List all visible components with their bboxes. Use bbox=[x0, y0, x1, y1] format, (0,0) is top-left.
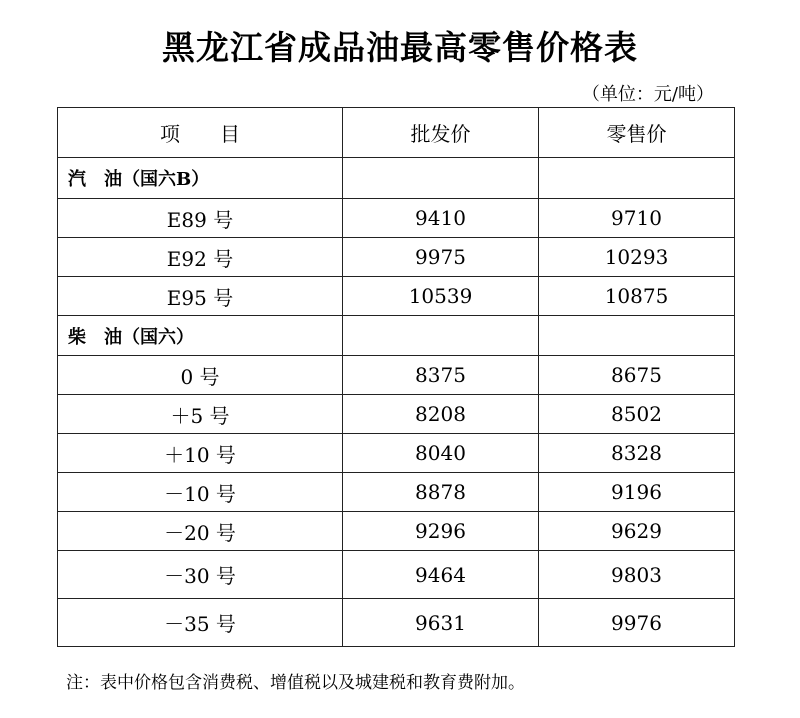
retail-price: 9803 bbox=[539, 551, 735, 599]
header-retail: 零售价 bbox=[539, 108, 735, 158]
retail-price: 9196 bbox=[539, 473, 735, 512]
product-name: －35 号 bbox=[58, 599, 343, 647]
product-name: －30 号 bbox=[58, 551, 343, 599]
wholesale-price: 8878 bbox=[343, 473, 539, 512]
empty-cell bbox=[539, 158, 735, 199]
empty-cell bbox=[343, 158, 539, 199]
product-name: 0 号 bbox=[58, 356, 343, 395]
table-row bbox=[58, 512, 735, 551]
product-name: －20 号 bbox=[58, 512, 343, 551]
page-title: 黑龙江省成品油最高零售价格表 bbox=[162, 28, 638, 67]
table-row bbox=[58, 395, 735, 434]
retail-price: 10875 bbox=[539, 277, 735, 316]
wholesale-price: 9975 bbox=[343, 238, 539, 277]
header-item: 项 目 bbox=[58, 108, 343, 158]
table-row bbox=[58, 199, 735, 238]
table-row bbox=[58, 551, 735, 599]
retail-price: 9976 bbox=[539, 599, 735, 647]
wholesale-price: 8040 bbox=[343, 434, 539, 473]
footnote: 注：表中价格包含消费税、增值税以及城建税和教育费附加。 bbox=[66, 673, 525, 693]
wholesale-price: 8208 bbox=[343, 395, 539, 434]
retail-price: 9629 bbox=[539, 512, 735, 551]
product-name: E92 号 bbox=[58, 238, 343, 277]
retail-price: 9710 bbox=[539, 199, 735, 238]
wholesale-price: 9410 bbox=[343, 199, 539, 238]
retail-price: 10293 bbox=[539, 238, 735, 277]
retail-price: 8675 bbox=[539, 356, 735, 395]
retail-price: 8328 bbox=[539, 434, 735, 473]
wholesale-price: 8375 bbox=[343, 356, 539, 395]
table-row bbox=[58, 277, 735, 316]
category-gasoline: 汽 油（国六B） bbox=[58, 158, 343, 199]
category-row-gasoline bbox=[58, 158, 735, 199]
product-name: E95 号 bbox=[58, 277, 343, 316]
product-name: ＋5 号 bbox=[58, 395, 343, 434]
header-row bbox=[58, 108, 735, 158]
table-row bbox=[58, 473, 735, 512]
retail-price: 8502 bbox=[539, 395, 735, 434]
empty-cell bbox=[539, 316, 735, 356]
price-table bbox=[57, 107, 735, 647]
table-row bbox=[58, 356, 735, 395]
wholesale-price: 9296 bbox=[343, 512, 539, 551]
wholesale-price: 10539 bbox=[343, 277, 539, 316]
header-wholesale: 批发价 bbox=[343, 108, 539, 158]
product-name: ＋10 号 bbox=[58, 434, 343, 473]
wholesale-price: 9631 bbox=[343, 599, 539, 647]
category-diesel: 柴 油（国六） bbox=[58, 316, 343, 356]
unit-label: （单位：元/吨） bbox=[581, 84, 714, 105]
product-name: －10 号 bbox=[58, 473, 343, 512]
table-row bbox=[58, 434, 735, 473]
category-row-diesel bbox=[58, 316, 735, 356]
wholesale-price: 9464 bbox=[343, 551, 539, 599]
product-name: E89 号 bbox=[58, 199, 343, 238]
table-row bbox=[58, 238, 735, 277]
empty-cell bbox=[343, 316, 539, 356]
table-row bbox=[58, 599, 735, 647]
